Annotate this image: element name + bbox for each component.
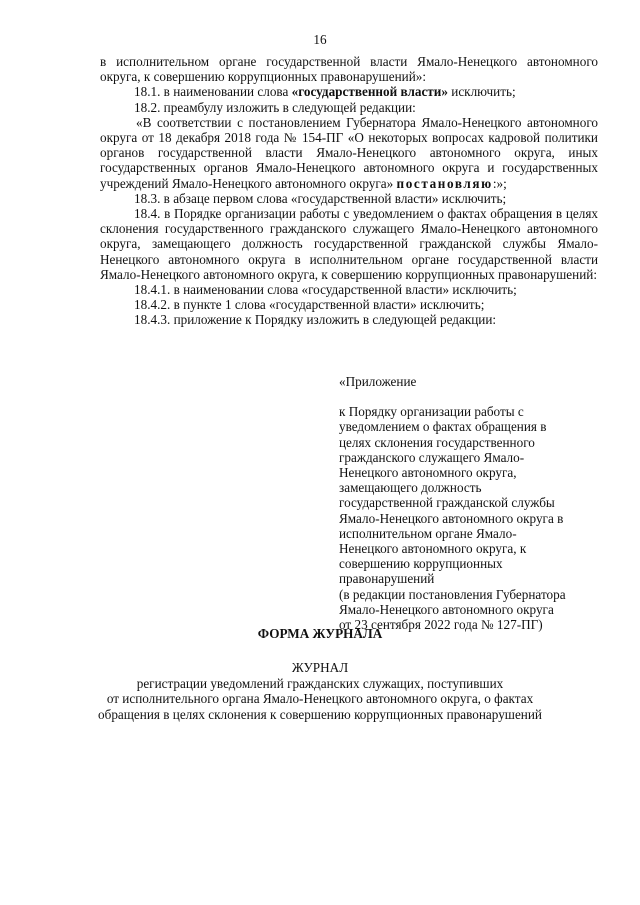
- appendix-line: исполнительном органе Ямало-: [339, 525, 517, 541]
- appendix-line: совершению коррупционных: [339, 556, 503, 572]
- journal-line: обращения в целях склонения к совершению коррупционных правонарушений: [98, 706, 542, 722]
- appendix-line: (в редакции постановления Губернатора: [339, 586, 566, 602]
- preamble-decree-word: постановляю: [396, 175, 493, 191]
- item-18-1-after: исключить;: [447, 84, 516, 100]
- preamble-text: «В соответствии с постановлением Губернатора Ямало-Ненецкого автономного округа от 18 декабря 2018 года № 154-ПГ «О некоторых вопросах кадровой политики органов государственной власти Ямало-Ненецкого автономного округа, иных государственных органов Ямало-Ненецкого автономного округа и государственных учреждений Ямало-Ненецкого автономного округа»: [100, 114, 598, 191]
- paragraph-continuation: в исполнительном органе государственной власти Ямало-Ненецкого автономного округа, к совершению коррупционных правонарушений»:: [100, 54, 598, 85]
- paragraph-preamble: [100, 115, 598, 191]
- appendix-line: замещающего должность: [339, 480, 482, 496]
- appendix-line: Ямало-Ненецкого автономного округа: [339, 601, 554, 617]
- paragraph-18-3: 18.3. в абзаце первом слова «государственной власти» исключить;: [134, 190, 507, 206]
- paragraph-18-4-1: 18.4.1. в наименовании слова «государственной власти» исключить;: [134, 282, 517, 298]
- item-18-1-before: 18.1. в наименовании слова: [134, 84, 292, 100]
- appendix-heading: «Приложение: [339, 374, 417, 389]
- paragraph-18-4: 18.4. в Порядке организации работы с уведомлением о фактах обращения в целях склонения государственного гражданского служащего Ямало-Ненецкого автономного округа, замещающего должность государственной гражданской службы Ямало-Ненецкого автономного округа в исполнительном органе государственной власти Ямало-Ненецкого автономного округа, к совершению коррупционных правонарушений:: [100, 206, 598, 282]
- page-number: 16: [313, 32, 327, 47]
- document-body: [100, 54, 598, 328]
- journal-line: от исполнительного органа Ямало-Ненецкого автономного округа, о фактах: [106, 691, 534, 707]
- appendix-line: от 23 сентября 2022 года № 127-ПГ): [339, 617, 543, 633]
- journal-block: [0, 660, 640, 722]
- paragraph-18-4-2: 18.4.2. в пункте 1 слова «государственной власти» исключить;: [134, 297, 485, 313]
- appendix-line: Ямало-Ненецкого автономного округа в: [339, 510, 564, 526]
- appendix-line: уведомлением о фактах обращения в: [339, 419, 547, 435]
- paragraph-18-2: 18.2. преамбулу изложить в следующей редакции:: [134, 99, 416, 115]
- journal-title: ЖУРНАЛ: [291, 660, 349, 675]
- appendix-line: государственной гражданской службы: [339, 495, 555, 511]
- appendix-line: гражданского служащего Ямало-: [339, 449, 525, 465]
- paragraph-18-4-3: 18.4.3. приложение к Порядку изложить в следующей редакции:: [134, 312, 497, 328]
- item-18-1-bold: «государственной власти»: [291, 84, 448, 100]
- appendix-line: целях склонения государственного: [339, 434, 535, 450]
- appendix-line: Ненецкого автономного округа,: [339, 465, 517, 481]
- preamble-decree-tail: :»;: [492, 175, 507, 191]
- appendix-line: к Порядку организации работы с: [339, 404, 524, 420]
- appendix-block: [339, 374, 601, 632]
- appendix-line: Ненецкого автономного округа, к: [339, 541, 527, 557]
- journal-line: регистрации уведомлений гражданских служащих, поступивших: [136, 676, 504, 692]
- paragraph-18-1: [100, 84, 598, 99]
- appendix-line: правонарушений: [339, 571, 435, 587]
- form-title: ФОРМА ЖУРНАЛА: [257, 626, 383, 641]
